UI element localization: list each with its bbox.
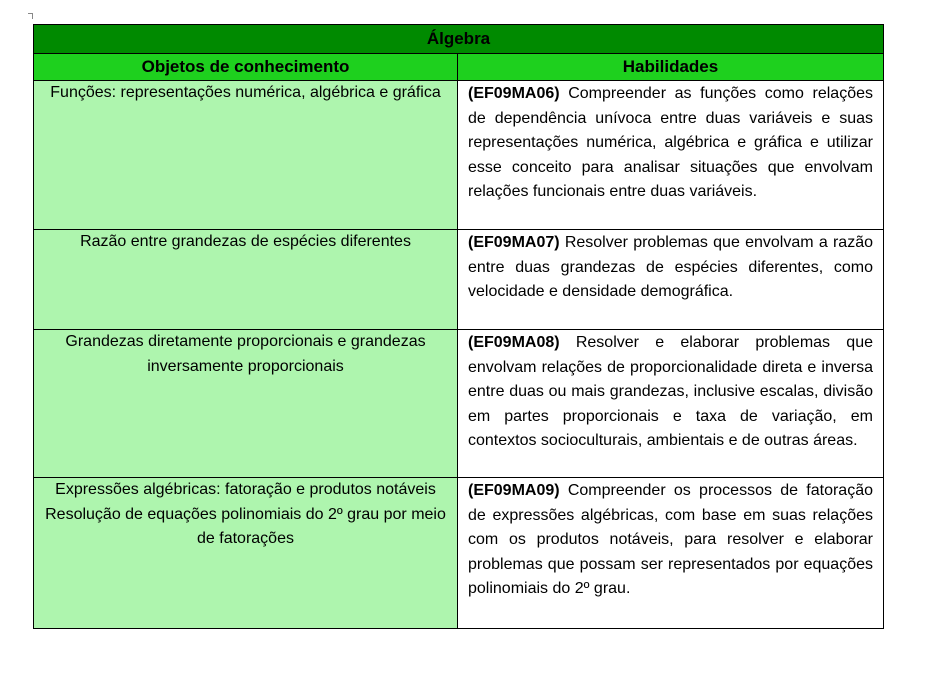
habilidade-cell	[458, 478, 884, 629]
header-objetos: Objetos de conhecimento	[34, 54, 458, 81]
objeto-text: Grandezas diretamente proporcionais e grandezas inversamente proporcionais	[65, 333, 426, 375]
table-row	[34, 330, 884, 478]
table-row	[34, 478, 884, 629]
objeto-text: Funções: representações numérica, algébrica e gráfica	[50, 84, 441, 101]
habilidade-code: (EF09MA06)	[468, 85, 560, 102]
habilidade-code: (EF09MA09)	[468, 482, 560, 499]
habilidade-text: Compreender as funções como relações de dependência unívoca entre duas variáveis e suas representações numérica, algébrica e gráfica e utilizar esse conceito para analisar situações que envolvam relações funcionais entre duas variáveis.	[468, 85, 873, 200]
habilidade-text: Compreender os processos de fatoração de expressões algébricas, com base em suas relações com os produtos notáveis, para resolver e elaborar problemas que possam ser representados por equações polinomiais do 2º grau.	[468, 482, 873, 597]
objeto-cell	[34, 330, 458, 478]
table-title: Álgebra	[34, 25, 884, 54]
objeto-text: Resolução de equações polinomiais do 2º grau por meio de fatorações	[45, 505, 446, 547]
habilidade-cell	[458, 81, 884, 230]
habilidade-cell	[458, 230, 884, 330]
paragraph-mark-icon	[28, 13, 33, 19]
table-title-row	[34, 25, 884, 54]
algebra-table	[33, 24, 884, 629]
objeto-cell	[34, 230, 458, 330]
table-row	[34, 81, 884, 230]
habilidade-code: (EF09MA08)	[468, 334, 560, 351]
objeto-cell	[34, 81, 458, 230]
table-row	[34, 230, 884, 330]
objeto-text: Razão entre grandezas de espécies diferentes	[80, 233, 411, 250]
habilidade-cell	[458, 330, 884, 478]
habilidade-text: Resolver e elaborar problemas que envolvam relações de proporcionalidade direta e inversa entre duas ou mais grandezas, inclusive escalas, divisão em partes proporcionais e taxa de variação, em contextos socioculturais, ambientais e de outras áreas.	[468, 334, 873, 449]
header-habilidades: Habilidades	[458, 54, 884, 81]
objeto-cell	[34, 478, 458, 629]
habilidade-text: Resolver problemas que envolvam a razão entre duas grandezas de espécies diferentes, como velocidade e densidade demográfica.	[468, 234, 873, 300]
objeto-text: Expressões algébricas: fatoração e produtos notáveis	[55, 481, 436, 498]
habilidade-code: (EF09MA07)	[468, 234, 560, 251]
table-header-row	[34, 54, 884, 81]
